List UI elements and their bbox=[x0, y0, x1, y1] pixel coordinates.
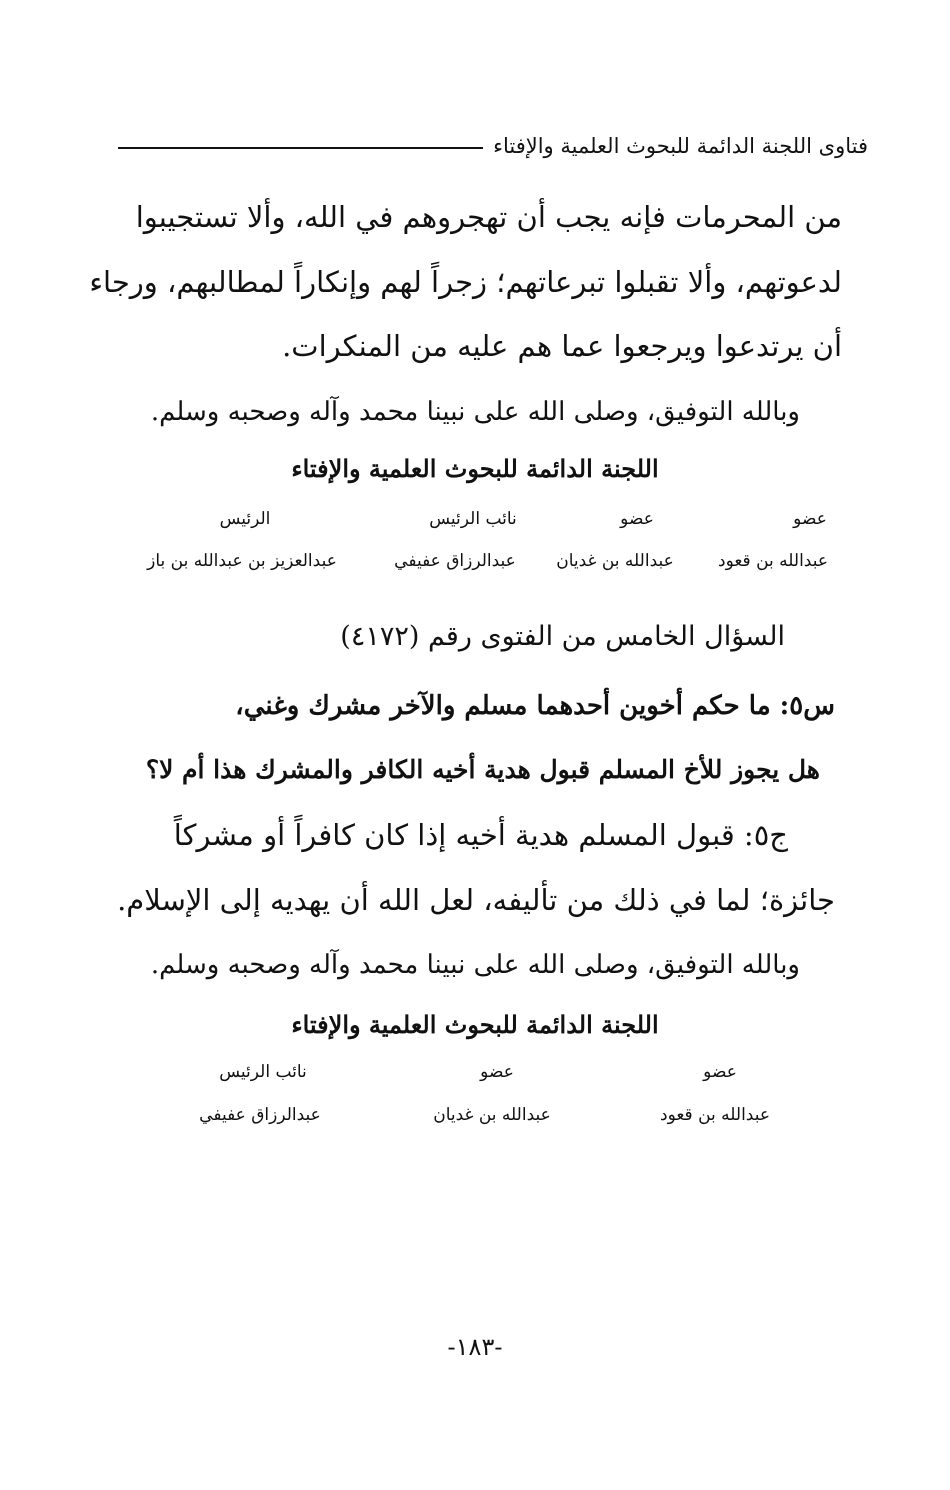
answer-line: ج٥: قبول المسلم هدية أخيه إذا كان كافراً أو مشركاً bbox=[173, 818, 788, 852]
question-line: س٥: ما حكم أخوين أحدهما مسلم والآخر مشرك وغني، bbox=[235, 691, 835, 721]
header-title: فتاوى اللجنة الدائمة للبحوث العلمية والإفتاء bbox=[493, 134, 868, 158]
signatory-role: الرئيس bbox=[219, 509, 271, 529]
fatwa-heading: السؤال الخامس من الفتوى رقم (٤١٧٢) bbox=[340, 621, 785, 652]
header-rule bbox=[118, 147, 483, 149]
signatory-role: عضو bbox=[480, 1062, 514, 1082]
question-line: هل يجوز للأخ المسلم قبول هدية أخيه الكافر والمشرك هذا أم لا؟ bbox=[145, 755, 820, 784]
signatory-name: عبدالرزاق عفيفي bbox=[394, 551, 516, 571]
signatory-name: عبدالرزاق عفيفي bbox=[199, 1105, 321, 1125]
closing-prayer: وبالله التوفيق، وصلى الله على نبينا محمد وآله وصحبه وسلم. bbox=[150, 397, 800, 427]
signatory-role: عضو bbox=[793, 509, 827, 529]
committee-name: اللجنة الدائمة للبحوث العلمية والإفتاء bbox=[291, 454, 659, 483]
signatory-role: نائب الرئيس bbox=[219, 1062, 307, 1082]
answer-line: جائزة؛ لما في ذلك من تأليفه، لعل الله أن يهديه إلى الإسلام. bbox=[117, 883, 835, 917]
signatory-role: نائب الرئيس bbox=[429, 509, 517, 529]
page-number: -١٨٣- bbox=[447, 1333, 503, 1361]
committee-name: اللجنة الدائمة للبحوث العلمية والإفتاء bbox=[291, 1010, 659, 1039]
signatory-role: عضو bbox=[620, 509, 654, 529]
signatory-name: عبدالعزيز بن عبدالله بن باز bbox=[147, 551, 337, 571]
signatory-name: عبدالله بن غديان bbox=[433, 1105, 551, 1125]
closing-prayer: وبالله التوفيق، وصلى الله على نبينا محمد وآله وصحبه وسلم. bbox=[150, 950, 800, 980]
signatory-name: عبدالله بن غديان bbox=[556, 551, 674, 571]
paragraph-line: أن يرتدعوا ويرجعوا عما هم عليه من المنكرات. bbox=[282, 329, 842, 363]
signatory-role: عضو bbox=[703, 1062, 737, 1082]
paragraph-line: لدعوتهم، وألا تقبلوا تبرعاتهم؛ زجراً لهم وإنكاراً لمطالبهم، ورجاء bbox=[89, 265, 842, 299]
signatory-name: عبدالله بن قعود bbox=[717, 551, 829, 571]
paragraph-line: من المحرمات فإنه يجب أن تهجروهم في الله، وألا تستجيبوا bbox=[135, 200, 842, 234]
signatory-name: عبدالله بن قعود bbox=[659, 1105, 771, 1125]
running-header bbox=[118, 128, 868, 164]
